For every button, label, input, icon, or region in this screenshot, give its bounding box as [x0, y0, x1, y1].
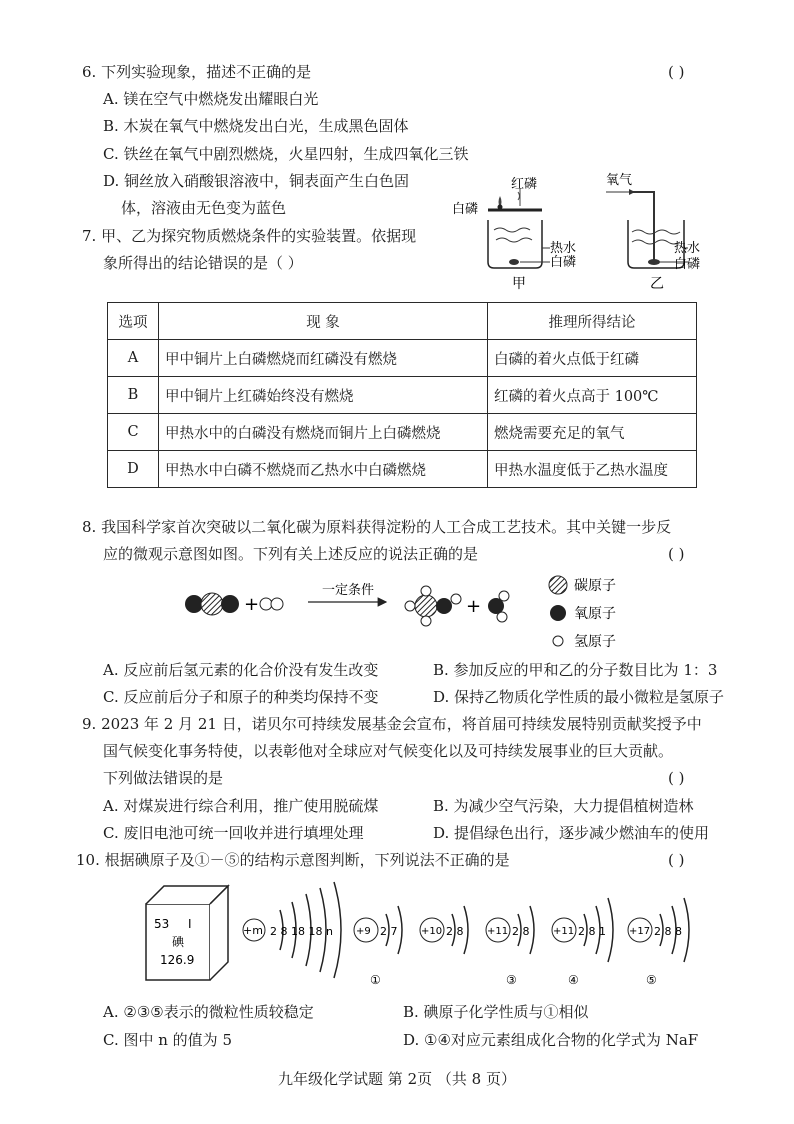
- q8-option-a: A. 反应前后氢元素的化合价没有发生改变: [103, 661, 379, 679]
- structure-4-shells: 2 8 1: [578, 925, 606, 938]
- q10-option-b: B. 碘原子化学性质与①相似: [403, 1003, 589, 1021]
- structure-5-nucleus: +17: [629, 926, 651, 937]
- table-row: [108, 451, 697, 488]
- table-row: [108, 377, 697, 414]
- structure-5-shells: 2 8 8: [654, 925, 682, 938]
- table-cell: B: [108, 377, 159, 414]
- atom-legend: [549, 576, 567, 646]
- q9-answer-paren: ( ): [668, 769, 685, 787]
- page-footer: 九年级化学试题 第 2页 （共 8 页）: [278, 1070, 516, 1088]
- structure-2-shells: 2 8: [446, 925, 464, 938]
- q10-option-a: A. ②③⑤表示的微粒性质较稳定: [103, 1003, 314, 1021]
- q8-answer-paren: ( ): [668, 545, 685, 563]
- structure-2-nucleus: +10: [421, 926, 443, 937]
- apparatus-jia: [488, 188, 550, 268]
- structure-3-nucleus: +11: [487, 926, 509, 937]
- q9-option-d: D. 提倡绿色出行，逐步减少燃油车的使用: [433, 824, 710, 842]
- structure-1-shells: 2 7: [380, 925, 398, 938]
- table-cell: C: [108, 414, 159, 451]
- q6-answer-paren: ( ): [668, 63, 685, 81]
- h2-molecule: [260, 598, 283, 610]
- q8-option-b: B. 参加反应的甲和乙的分子数目比为 1：3: [433, 661, 718, 679]
- q6-option-d-cont: 体，溶液由无色变为蓝色: [121, 199, 287, 217]
- label-oxygen: 氧气: [606, 173, 633, 188]
- q6-option-a: A. 镁在空气中燃烧发出耀眼白光: [103, 90, 319, 108]
- iodine-nucleus: +m: [243, 924, 263, 937]
- iodine-name: 碘: [172, 935, 185, 949]
- q6-option-b: B. 木炭在氧气中燃烧发出白光，生成黑色固体: [103, 117, 409, 135]
- q9-stem-2: 国气候变化事务特使，以表彰他对全球应对气候变化以及可持续发展事业的巨大贡献。: [103, 742, 674, 760]
- label-white-p-yi: 白磷: [674, 257, 701, 272]
- legend-oxygen: 氧原子: [574, 606, 616, 622]
- legend-hydrogen: 氢原子: [574, 634, 616, 650]
- table-cell: 甲热水温度低于乙热水温度: [488, 451, 697, 488]
- q10-option-d: D. ①④对应元素组成化合物的化学式为 NaF: [403, 1031, 699, 1049]
- table-row: [108, 414, 697, 451]
- q10-structure-diagrams: [140, 880, 720, 992]
- q6-option-c: C. 铁丝在氧气中剧烈燃烧，火星四射，生成四氧化三铁: [103, 145, 469, 163]
- structure-1-label: ①: [370, 973, 381, 987]
- iodine-mass: 126.9: [160, 953, 195, 967]
- q8-option-c: C. 反应前后分子和原子的种类均保持不变: [103, 688, 379, 706]
- label-white-p-jia: 白磷: [550, 255, 577, 270]
- q10-option-c: C. 图中 n 的值为 5: [103, 1031, 232, 1049]
- table-cell: 燃烧需要充足的氧气: [488, 414, 697, 451]
- q7-table: [107, 302, 697, 488]
- q9-option-a: A. 对煤炭进行综合利用，推广使用脱硫煤: [103, 797, 379, 815]
- label-white-p-top: 白磷: [452, 202, 479, 217]
- q6-option-d: D. 铜丝放入硝酸银溶液中，铜表面产生白色固: [103, 172, 410, 190]
- q9-option-c: C. 废旧电池可统一回收并进行填埋处理: [103, 824, 364, 842]
- iodine-symbol: I: [188, 917, 192, 931]
- iodine-shells: 2 8 18 18 n: [270, 925, 333, 938]
- table-cell: 红磷的着火点高于 100℃: [488, 377, 697, 414]
- table-header: 现 象: [159, 303, 488, 340]
- table-header-row: [108, 303, 697, 340]
- q7-stem-1: 7. 甲、乙为探究物质燃烧条件的实验装置。依据现: [82, 227, 417, 245]
- label-yi: 乙: [650, 276, 664, 292]
- structure-3-label: ③: [506, 973, 517, 987]
- q7-apparatus-diagram: [448, 170, 708, 295]
- structure-3-shells: 2 8: [512, 925, 530, 938]
- q7-stem-2: 象所得出的结论错误的是（ ）: [103, 254, 303, 272]
- label-hot-water-jia: 热水: [550, 241, 577, 256]
- q10-answer-paren: ( ): [668, 851, 685, 869]
- label-hot-water-yi: 热水: [674, 241, 701, 256]
- table-cell: 甲中铜片上白磷燃烧而红磷没有燃烧: [159, 340, 488, 377]
- plus-sign-1: +: [244, 594, 260, 615]
- reaction-condition: 一定条件: [322, 583, 375, 598]
- q8-option-d: D. 保持乙物质化学性质的最小微粒是氢原子: [433, 688, 725, 706]
- methanol-molecule: [405, 586, 461, 626]
- label-red-p: 红磷: [511, 177, 538, 192]
- co2-molecule: [185, 593, 239, 615]
- table-cell: 白磷的着火点低于红磷: [488, 340, 697, 377]
- q9-stem-1: 9. 2023 年 2 月 21 日，诺贝尔可持续发展基金会宣布，将首届可持续发展特别贡献奖授予中: [82, 715, 702, 733]
- structure-1-nucleus: +9: [356, 926, 371, 937]
- q9-stem-3: 下列做法错误的是: [103, 769, 224, 787]
- plus-sign-2: +: [466, 596, 482, 617]
- structure-4-nucleus: +11: [553, 926, 575, 937]
- q8-stem-1: 8. 我国科学家首次突破以二氧化碳为原料获得淀粉的人工合成工艺技术。其中关键一步反: [82, 518, 672, 536]
- table-cell: D: [108, 451, 159, 488]
- table-row: [108, 340, 697, 377]
- q8-stem-2: 应的微观示意图如图。下列有关上述反应的说法正确的是: [103, 545, 479, 563]
- table-header: 选项: [108, 303, 159, 340]
- table-header: 推理所得结论: [488, 303, 697, 340]
- label-jia: 甲: [512, 276, 526, 292]
- table-cell: 甲中铜片上红磷始终没有燃烧: [159, 377, 488, 414]
- q9-option-b: B. 为减少空气污染，大力提倡植树造林: [433, 797, 694, 815]
- table-cell: 甲热水中的白磷没有燃烧而铜片上白磷燃烧: [159, 414, 488, 451]
- q6-stem: 6. 下列实验现象，描述不正确的是: [82, 63, 312, 81]
- q10-stem: 10. 根据碘原子及①－⑤的结构示意图判断，下列说法不正确的是: [76, 851, 510, 869]
- table-cell: 甲热水中白磷不燃烧而乙热水中白磷燃烧: [159, 451, 488, 488]
- table-cell: A: [108, 340, 159, 377]
- iodine-atomic-number: 53: [154, 917, 170, 931]
- structure-4-label: ④: [568, 973, 579, 987]
- water-molecule: [488, 591, 509, 622]
- legend-carbon: 碳原子: [574, 578, 616, 594]
- structure-5-label: ⑤: [646, 973, 657, 987]
- q8-reaction-diagram: [180, 572, 640, 656]
